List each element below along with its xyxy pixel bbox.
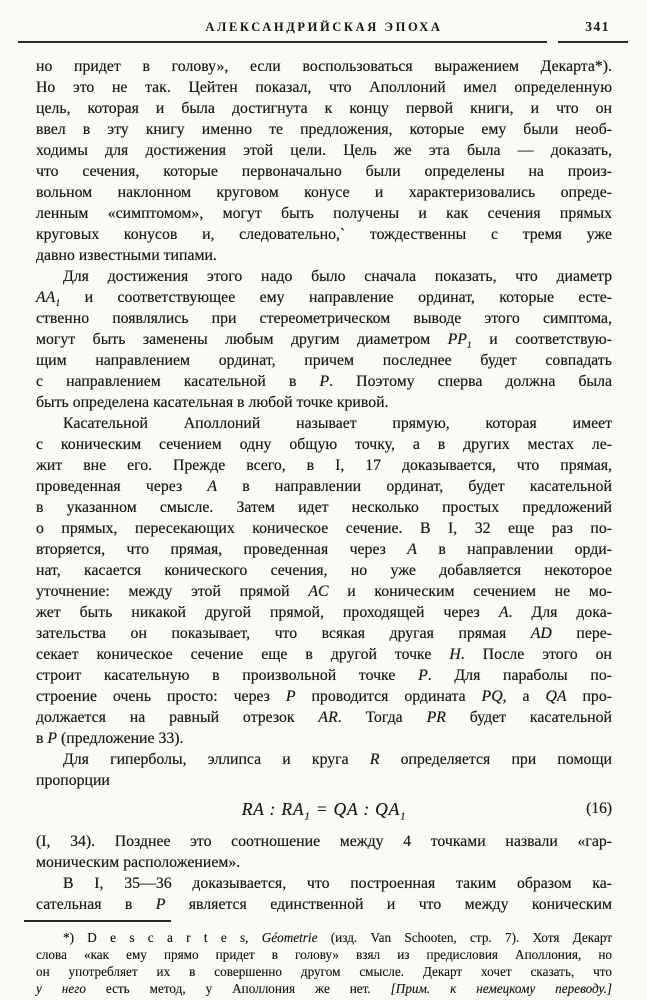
page-number: 341 <box>585 19 610 34</box>
text-line: Касательной Аполлоний называет прямую, которая имеет <box>63 415 612 432</box>
page-header-title: АЛЕКСАНДРИЙСКАЯ ЭПОХА <box>205 20 443 34</box>
text-line: сательная в P является единственной и что между коническим <box>36 896 612 913</box>
text-line: В I, 35—36 доказывается, что построенная таким образом ка- <box>63 875 612 892</box>
text-line: круговых конусов и, следовательно,` тождественны с тремя уже <box>36 226 612 243</box>
running-head <box>36 20 612 37</box>
text-line: ввел в эту книгу именно те предложения, которые ему были необ- <box>36 121 612 138</box>
text-line: что сечения, которые первоначально были определены на произ- <box>36 163 612 180</box>
text-line: в P (предложение 33). <box>36 730 184 747</box>
text-line: строение очень просто: через P проводится ордината PQ, а QA про- <box>36 688 612 705</box>
formula <box>36 797 612 821</box>
footnote-line: он употребляет их в совершенно другом смысле. Декарт хочет сказать, что <box>36 963 612 979</box>
text-line: ходимы для достижения этой цели. Цель же эта была — доказать, <box>36 142 612 159</box>
header-rule-segment <box>558 41 628 43</box>
footnote-lines <box>36 930 612 998</box>
body-text <box>36 56 612 915</box>
text-line: вольном наклонном круговом конусе и характеризовались опреде- <box>36 184 612 201</box>
text-line: давно известными типами. <box>36 247 217 264</box>
text-line: зательства он показывает, что всякая другая прямая AD пере- <box>36 625 612 642</box>
text-line: в указанном смысле. Затем идет несколько простых предложений <box>36 499 612 516</box>
text-line: быть определена касательная в любой точке кривой. <box>36 394 389 411</box>
footnote <box>36 920 612 998</box>
text-line: о прямых, пересекающих коническое сечение. В I, 32 еще раз по- <box>36 520 612 537</box>
footnote-line: слова «как ему прямо придет в голову» взял из предисловия Аполлония, но <box>36 946 612 962</box>
text-line: секает коническое сечение еще в другой точке H. После этого он <box>36 646 612 663</box>
text-line: пропорции <box>36 772 110 789</box>
text-line: цель, которая и была достигнута к концу первой книги, и что он <box>36 100 612 117</box>
formula-expression: RA : $RA_1$ = QA : $QA_1$ <box>241 799 407 823</box>
text-line: уточнение: между этой прямой AC и коническим сечением не мо- <box>36 583 612 600</box>
page-content <box>36 20 612 998</box>
text-line: моническим расположением». <box>36 854 241 871</box>
text-line: строит касательную в произвольной точке P. Для параболы по- <box>36 667 612 684</box>
text-line: должается на равный отрезок AR. Тогда PR будет касательной <box>36 709 612 726</box>
text-line: щим направлением ординат, причем последнее будет совпадать <box>36 352 612 369</box>
text-line: с коническим сечением одну общую точку, а в других местах ле- <box>36 436 612 453</box>
text-line: Но это не так. Цейтен показал, что Аполлоний имел определенную <box>36 79 612 96</box>
text-line: ленным «симптомом», могут быть получены и как сечения прямых <box>36 205 612 222</box>
text-line: жит вне его. Прежде всего, в I, 17 доказывается, что прямая, <box>36 457 612 474</box>
text-line: Для гиперболы, эллипса и круга R определяется при помощи <box>63 751 612 768</box>
header-rule-segment <box>18 41 547 43</box>
text-line: Для достижения этого надо было сначала показать, что диаметр <box>63 268 612 285</box>
text-line: нат, касается конического сечения, но уже добавляется некоторое <box>36 562 612 579</box>
footnote-line: у него есть метод, у Аполлония же нет. [Прим. к немецкому переводу.] <box>36 980 612 996</box>
text-line: $AA_1$ и соответствующее ему направление ординат, которые есте- <box>36 289 612 310</box>
text-line: с направлением касательной в P. Поэтому сперва должна была <box>36 373 612 390</box>
footnote-line: *) D e s c a r t e s, Géometrie (изд. Van Schooten, стр. 7). Хотя Декарт <box>63 930 612 945</box>
text-line: но придет в голову», если воспользоваться выражением Декарта*). <box>36 58 612 75</box>
footnote-divider <box>24 920 171 922</box>
equation-number: (16) <box>586 800 612 817</box>
text-line: жет быть никакой другой прямой, проходящей через A. Для дока- <box>36 604 612 621</box>
header-rule <box>18 41 628 43</box>
text-line: вторяется, что прямая, проведенная через A в направлении орди- <box>36 541 612 558</box>
text-line: проведенная через A в направлении ординат, будет касательной <box>36 478 612 495</box>
text-line: могут быть заменены любым другим диаметром $PP_1$ и соответствую- <box>36 331 612 352</box>
text-line: (I, 34). Позднее это соотношение между 4 точками назвали «гар- <box>36 833 612 850</box>
text-line: ственно появлялись при стереометрическом выводе этого симптома, <box>36 310 612 327</box>
